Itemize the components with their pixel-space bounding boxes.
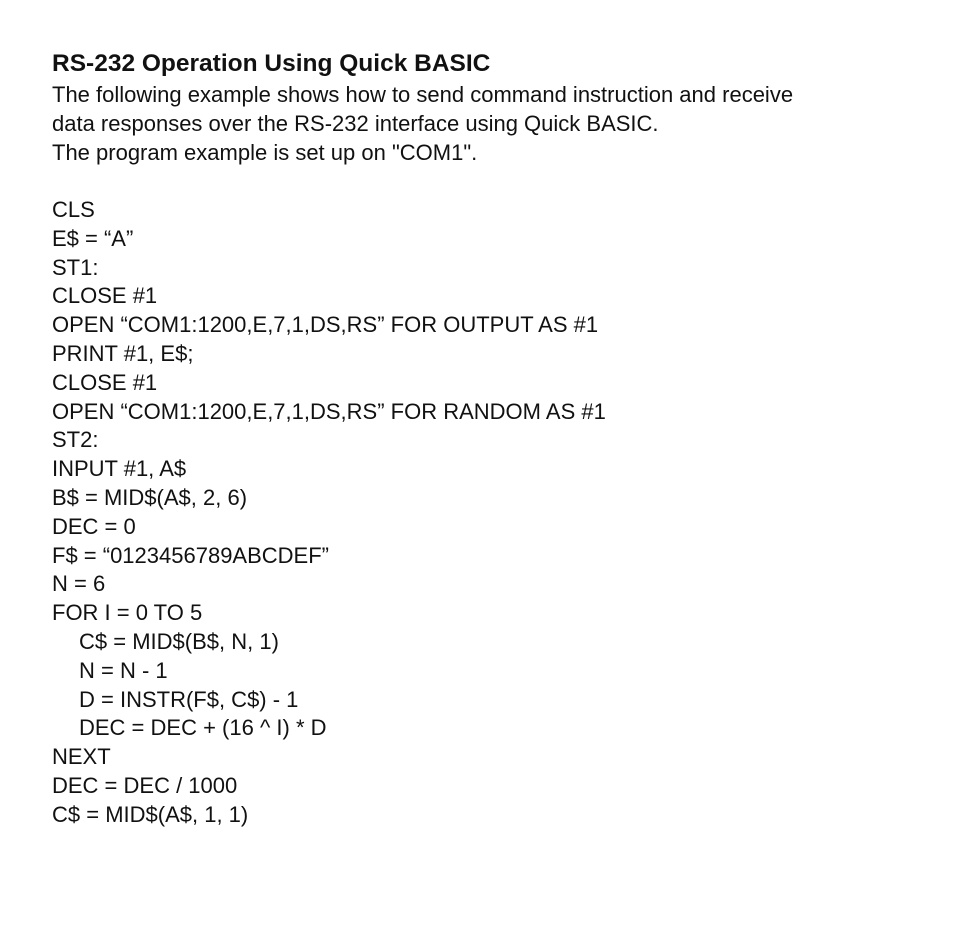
code-line: E$ = “A” bbox=[52, 225, 134, 251]
code-line: B$ = MID$(A$, 2, 6) bbox=[52, 484, 248, 510]
code-line: F$ = “0123456789ABCDEF” bbox=[52, 542, 329, 568]
code-line: CLS bbox=[52, 197, 95, 222]
code-line-indented: DEC = DEC + (16 ^ I) * D bbox=[79, 715, 327, 741]
document-page bbox=[52, 48, 932, 830]
page-title: RS-232 Operation Using Quick BASIC bbox=[52, 50, 491, 77]
code-line: C$ = MID$(A$, 1, 1) bbox=[52, 801, 249, 827]
code-line: PRINT #1, E$; bbox=[52, 340, 194, 366]
code-line-indented: N = N - 1 bbox=[79, 657, 168, 683]
code-line: INPUT #1, A$ bbox=[52, 456, 187, 482]
intro-line: The program example is set up on "COM1". bbox=[52, 140, 478, 165]
intro-line: data responses over the RS-232 interface using Quick BASIC. bbox=[52, 111, 659, 136]
code-listing bbox=[52, 196, 932, 830]
intro-line: The following example shows how to send command instruction and receive bbox=[52, 82, 794, 107]
code-line: DEC = DEC / 1000 bbox=[52, 772, 238, 798]
code-line: DEC = 0 bbox=[52, 513, 136, 539]
code-line: NEXT bbox=[52, 744, 111, 770]
code-line: OPEN “COM1:1200,E,7,1,DS,RS” FOR RANDOM AS #1 bbox=[52, 398, 606, 424]
code-line: ST2: bbox=[52, 427, 99, 453]
code-line-indented: D = INSTR(F$, C$) - 1 bbox=[79, 686, 299, 712]
code-line: ST1: bbox=[52, 254, 99, 280]
code-line: CLOSE #1 bbox=[52, 283, 158, 309]
intro-paragraph bbox=[52, 80, 932, 167]
code-line: OPEN “COM1:1200,E,7,1,DS,RS” FOR OUTPUT AS #1 bbox=[52, 312, 599, 338]
code-line: FOR I = 0 TO 5 bbox=[52, 600, 203, 626]
code-line: CLOSE #1 bbox=[52, 369, 158, 395]
code-line: N = 6 bbox=[52, 571, 106, 597]
code-line-indented: C$ = MID$(B$, N, 1) bbox=[79, 628, 279, 654]
